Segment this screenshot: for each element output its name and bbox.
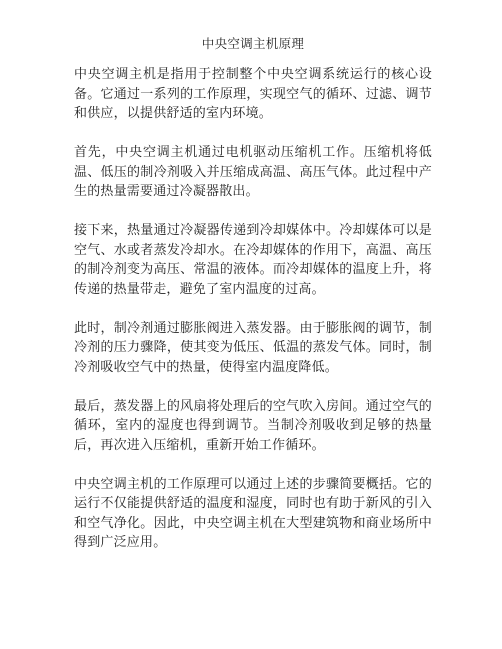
paragraph-condenser: 接下来，热量通过冷凝器传递到冷却媒体中。冷却媒体可以是空气、水或者蒸发冷却水。在冷却媒体的作用下，高温、高压的制冷剂变为高压、常温的液体。而冷却媒体的温度上升，将传递的热量带走，避免了室内温度的过高。 xyxy=(74,223,432,297)
paragraph-evaporator: 此时，制冷剂通过膨胀阀进入蒸发器。由于膨胀阀的调节，制冷剂的压力骤降，使其变为低压、低温的蒸发气体。同时，制冷剂吸收空气中的热量，使得室内温度降低。 xyxy=(74,320,432,375)
paragraph-compressor: 首先，中央空调主机通过电机驱动压缩机工作。压缩机将低温、低压的制冷剂吸入并压缩成高温、高压气体。此过程中产生的热量需要通过冷凝器散出。 xyxy=(74,145,432,199)
paragraph-summary: 中央空调主机的工作原理可以通过上述的步骤简要概括。它的运行不仅能提供舒适的温度和湿度，同时也有助于新风的引入和空气净化。因此，中央空调主机在大型建筑物和商业场所中得到广泛应用。 xyxy=(74,476,432,550)
paragraph-fan-cycle: 最后，蒸发器上的风扇将处理后的空气吹入房间。通过空气的循环，室内的湿度也得到调节。当制冷剂吸收到足够的热量后，再次进入压缩机，重新开始工作循环。 xyxy=(74,398,432,453)
paragraph-intro: 中央空调主机是指用于控制整个中央空调系统运行的核心设备。它通过一系列的工作原理，实现空气的循环、过滤、调节和供应，以提供舒适的室内环境。 xyxy=(74,67,432,121)
document-title: 中央空调主机原理 xyxy=(201,36,305,51)
